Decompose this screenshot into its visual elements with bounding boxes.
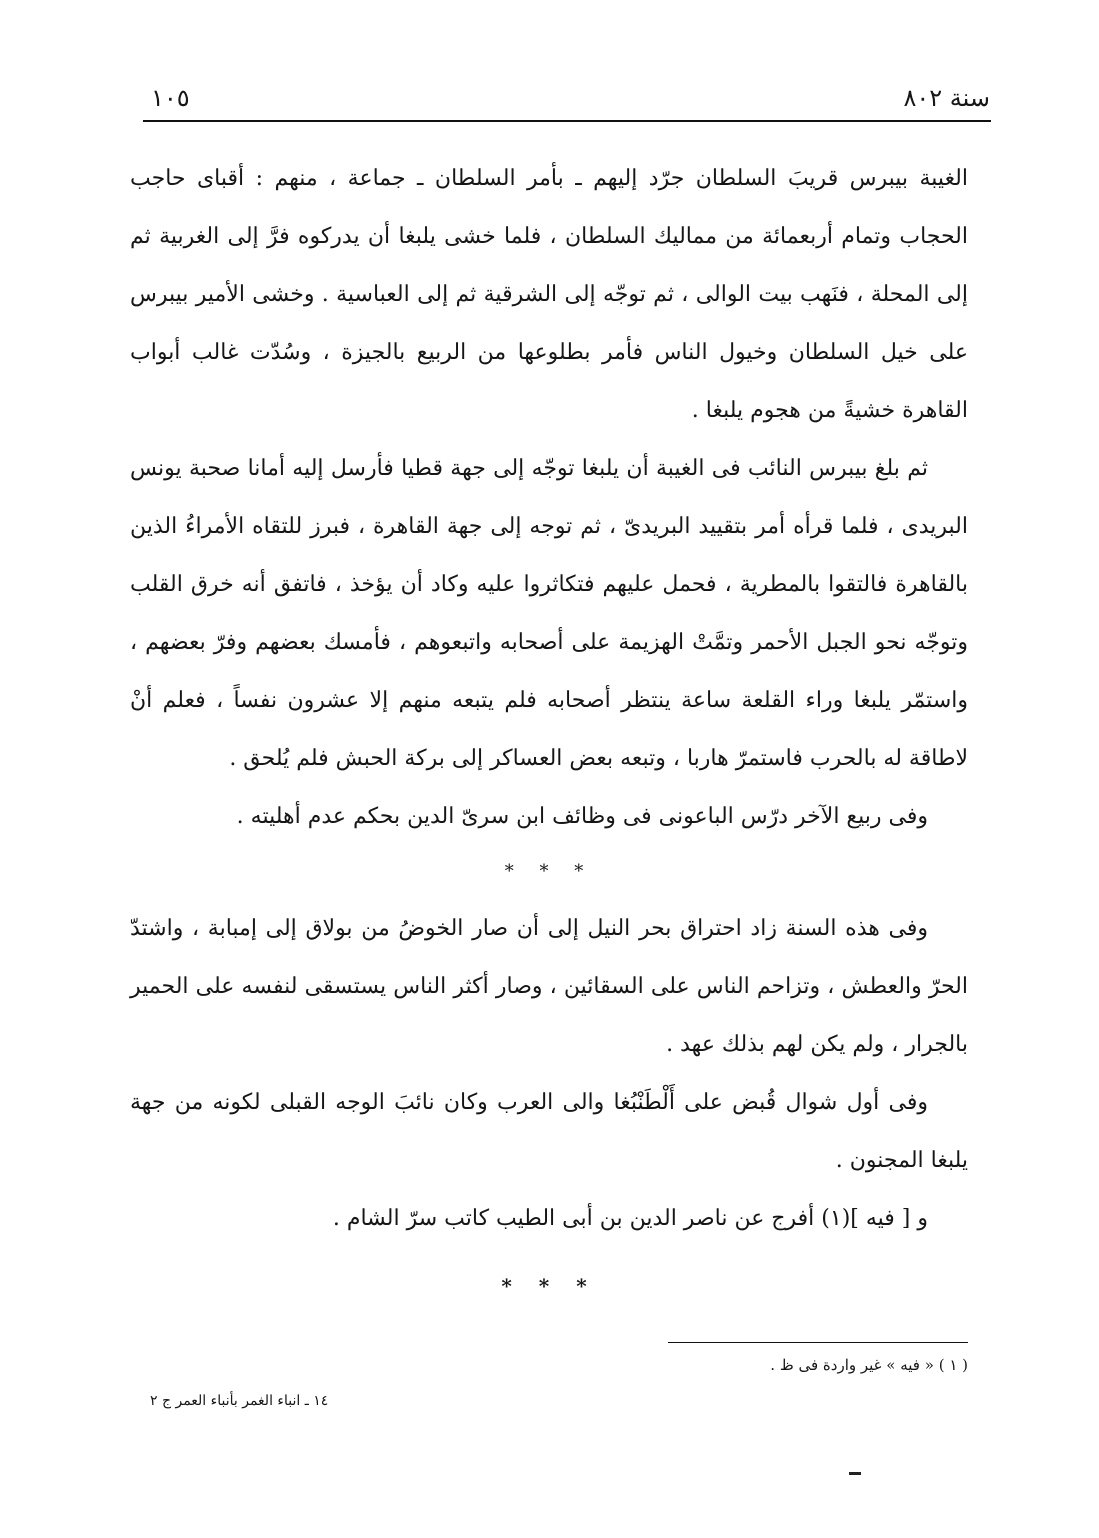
main-text (130, 150, 968, 1314)
print-mark (849, 1472, 861, 1475)
page-number: ١٠٥ (151, 84, 190, 112)
paragraph-2: ثم بلغ بيبرس النائب فى الغيبة أن يلبغا توجّه إلى جهة قطيا فأرسل إليه أمانا صحبة يونس البريدى ، فلما قرأه أمر بتقييد البريدىّ ، ثم توجه إلى جهة القاهرة ، فبرز للتقاه الأمراءُ الذين بالقاهرة فالتقوا بالمطرية ، فحمل عليهم فتكاثروا عليه وكاد أن يؤخذ ، فاتفق أنه خرق القلب وتوجّه نحو الجبل الأحمر وتمَّتْ الهزيمة على أصحابه واتبعوهم ، فأمسك بعضهم وفرّ بعضهم ، واستمّر يلبغا وراء القلعة ساعة ينتظر أصحابه فلم يتبعه منهم إلا عشرون نفساً ، فعلم أنْ لاطاقة له بالحرب فاستمرّ هاربا ، وتبعه بعض العساكر إلى بركة الحبش فلم يُلحق . (130, 456, 968, 771)
end-separator: * * * (501, 1274, 597, 1298)
section-separator: * * * (504, 861, 594, 882)
paragraph-3: وفى ربيع الآخر درّس الباعونى فى وظائف ابن سرىّ الدين بحكم عدم أهليته . (236, 804, 928, 829)
running-head-year: سنة ٨٠٢ (903, 84, 990, 112)
footnote: ( ١ ) « فيه » غير واردة فى ظ . (770, 1356, 968, 1374)
page-header (145, 80, 990, 120)
footnote-rule (668, 1342, 968, 1343)
book-signature-footer: ١٤ ـ انباء الغمر بأنباء العمر ج ٢ (150, 1393, 329, 1409)
paragraph-4: وفى هذه السنة زاد احتراق بحر النيل إلى أن صار الخوضُ من بولاق إلى إمبابة ، واشتدّ الحرّ والعطش ، وتزاحم الناس على السقائين ، وصار أكثر الناس يستسقى لنفسه على الحمير بالجرار ، ولم يكن لهم بذلك عهد . (130, 916, 969, 1057)
paragraph-5: وفى أول شوال قُبض على أَلْطَنْبُغا والى العرب وكان نائبَ الوجه القبلى لكونه من جهة يلبغا المجنون . (130, 1090, 968, 1173)
paragraph-6: و [ فيه ](١) أفرج عن ناصر الدين بن أبى الطيب كاتب سرّ الشام . (332, 1206, 928, 1231)
paragraph-1: الغيبة بيبرس قريبَ السلطان جرّد إليهم ـ بأمر السلطان ـ جماعة ، منهم : أقباى حاجب الحجاب وتمام أربعمائة من مماليك السلطان ، فلما خشى يلبغا أن يدركوه فرَّ إلى الغربية ثم إلى المحلة ، فنَهب بيت الوالى ، ثم توجّه إلى الشرقية ثم إلى العباسية . وخشى الأمير بيبرس على خيل السلطان وخيول الناس فأمر بطلوعها من الربيع بالجيزة ، وسُدّت غالب أبواب القاهرة خشيةً من هجوم يلبغا . (130, 166, 968, 423)
header-rule (143, 120, 991, 122)
